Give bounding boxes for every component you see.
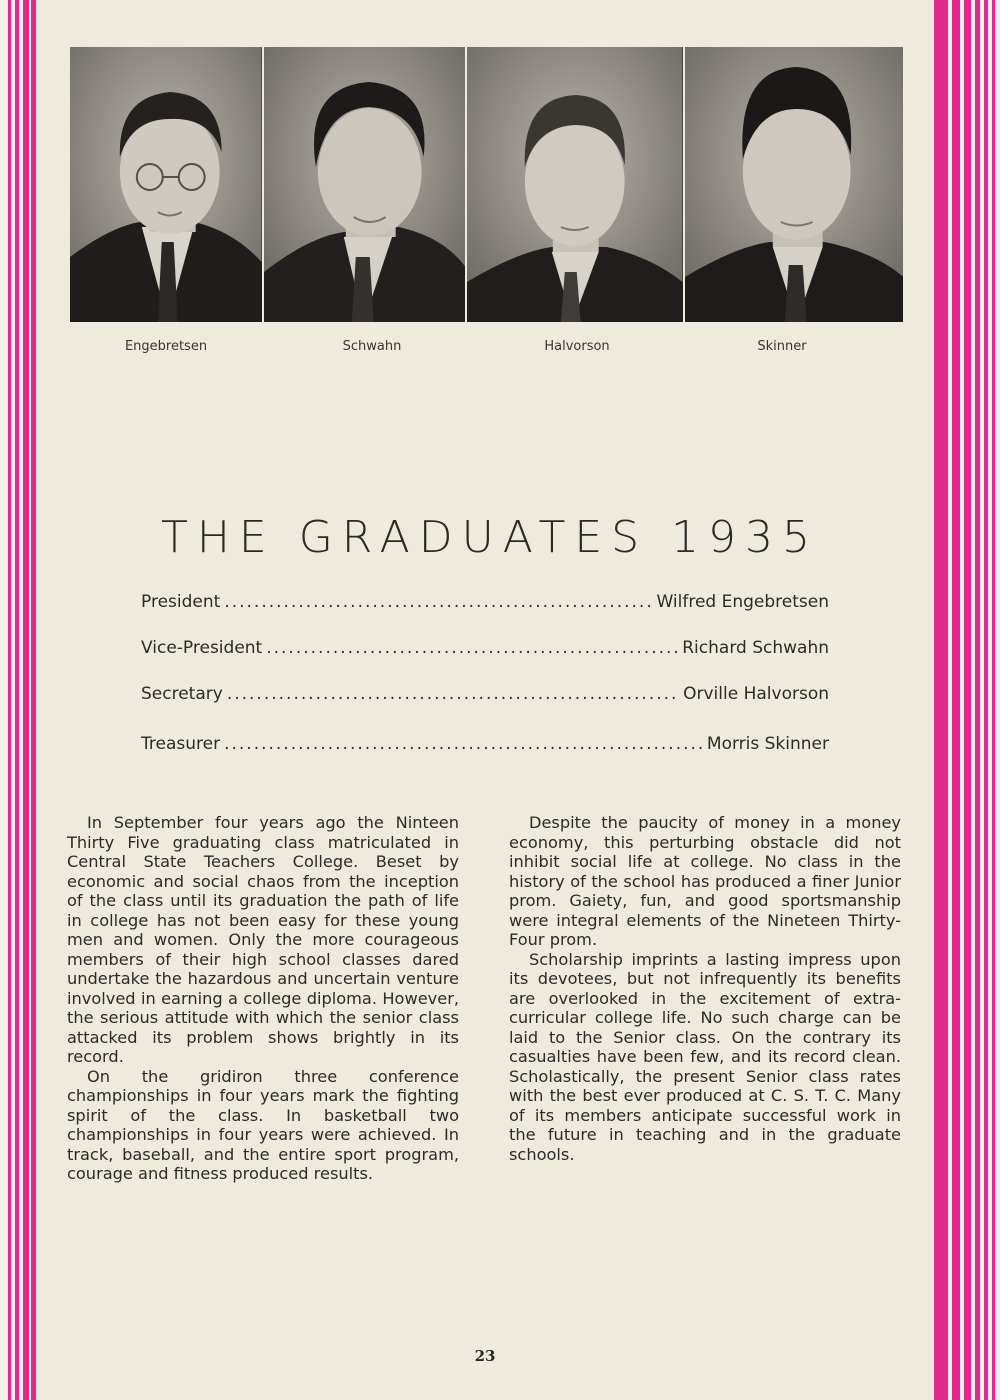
officer-name: Orville Halvorson: [683, 684, 829, 704]
page-title: THE GRADUATES 1935: [160, 512, 820, 563]
page-number: 23: [474, 1347, 496, 1365]
body-paragraph: Scholarship imprints a lasting impress upon its devotees, but not infrequently its benefits are overlooked in the excitement of extra-curricular college life. No such charge can be laid to the Senior class. On the contrary its casualties have been few, and its record clean. Scholastically, the present Senior class rates with the best ever produced at C. S. T. C. Many of its members anticipate successful work in the future in teaching and in the graduate schools.: [509, 949, 901, 1164]
officer-role: Vice-President: [141, 638, 263, 658]
caption-schwahn: Schwahn: [342, 339, 402, 354]
caption-skinner: Skinner: [757, 339, 807, 354]
caption-engebretsen: Engebretsen: [124, 339, 208, 354]
portrait-photo-skinner: [685, 47, 903, 322]
leader-dots: [224, 592, 652, 612]
body-paragraph: In September four years ago the Ninteen Thirty Five graduating class matriculated in Central State Teachers College. Beset by economic and social chaos from the inception of the class until its graduation the path of life in college has not been easy for these young men and women. Only the more courageous members of their high school classes dared undertake the hazardous and uncertain venture involved in earning a college diploma. However, the serious attitude with which the senior class attacked its problem shows brightly in its record.: [67, 813, 459, 1066]
portrait-photo-halvorson: [467, 47, 684, 322]
officer-role: Secretary: [141, 684, 223, 704]
officer-row-vice-president: [141, 638, 829, 684]
portrait-photo-schwahn: [264, 47, 468, 322]
caption-halvorson: Halvorson: [544, 339, 610, 354]
decorative-border-left: [0, 0, 36, 1400]
officer-name: Richard Schwahn: [682, 638, 829, 658]
portrait-captions: [70, 339, 903, 359]
body-column-right: [509, 813, 901, 1164]
officer-role: Treasurer: [141, 734, 221, 754]
body-column-left: [67, 813, 459, 1184]
officer-role: President: [141, 592, 221, 612]
officer-row-secretary: [141, 684, 829, 734]
officer-name: Morris Skinner: [706, 734, 829, 754]
body-paragraph: On the gridiron three conference championships in four years mark the fighting spirit of the class. In basketball two championships in four years were achieved. In track, baseball, and the entire sport program, courage and fitness produced results.: [67, 1066, 459, 1183]
officer-row-president: [141, 592, 829, 638]
body-paragraph: Despite the paucity of money in a money economy, this perturbing obstacle did not inhibit social life at college. No class in the history of the school has produced a finer Junior prom. Gaiety, fun, and good sportsmanship were integral elements of the Nineteen Thirty-Four prom.: [509, 813, 901, 949]
officers-list: [141, 592, 829, 780]
portrait-strip: [70, 47, 903, 322]
leader-dots: [227, 684, 679, 704]
leader-dots: [266, 638, 678, 658]
officer-row-treasurer: [141, 734, 829, 780]
portrait-photo-engebretsen: [70, 47, 264, 322]
decorative-border-right: [934, 0, 1000, 1400]
officer-name: Wilfred Engebretsen: [656, 592, 829, 612]
leader-dots: [224, 734, 703, 754]
